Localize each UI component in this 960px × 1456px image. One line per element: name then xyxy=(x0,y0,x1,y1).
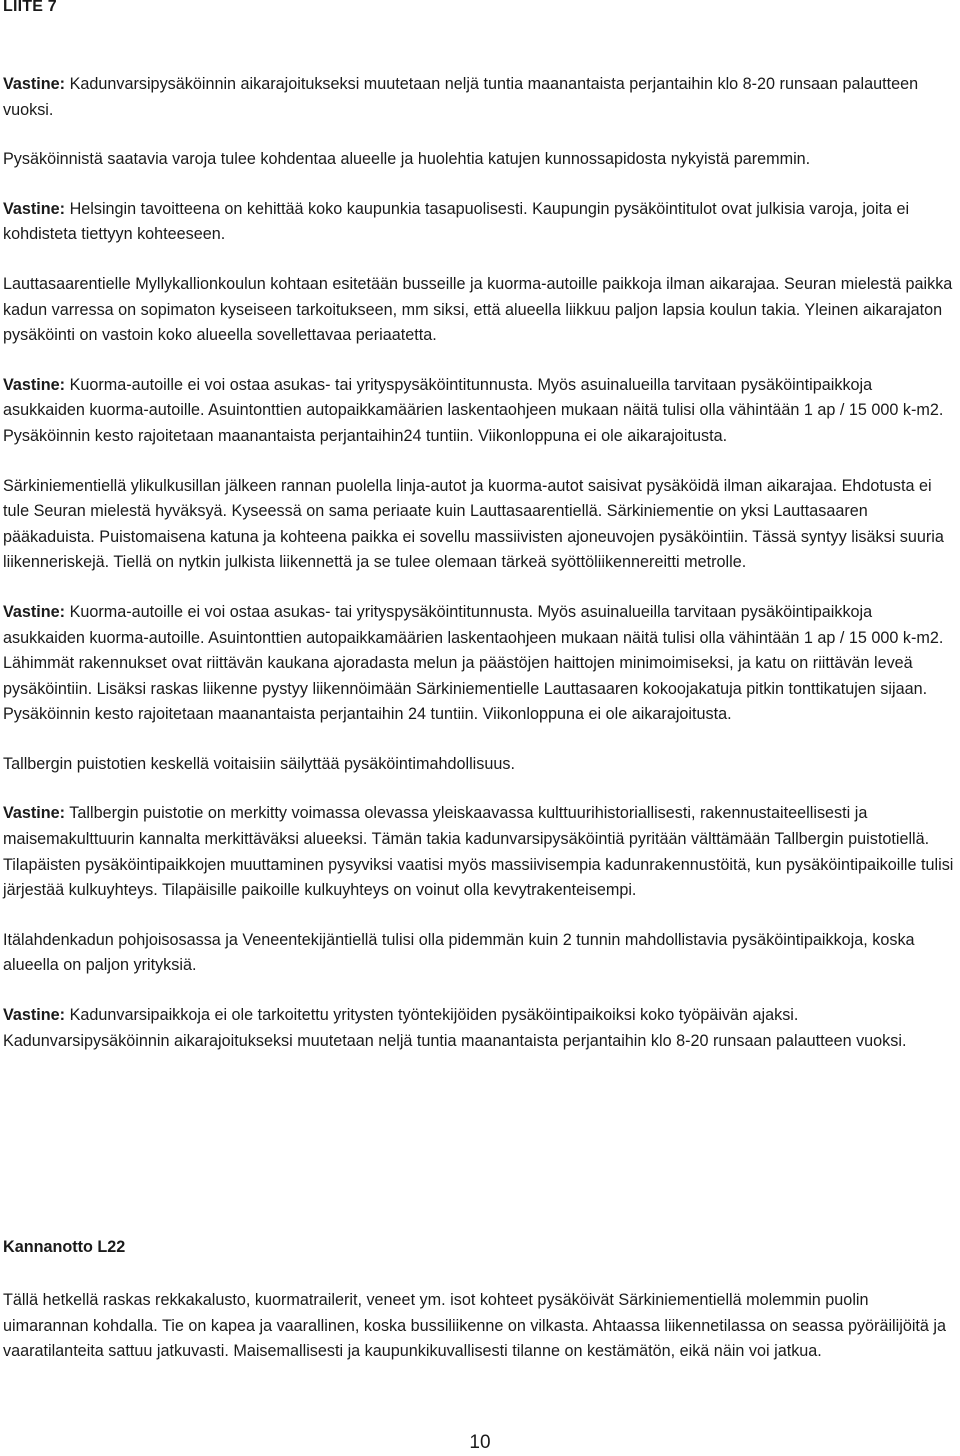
paragraph-text: Tallbergin puistotie on merkitty voimassa olevassa yleiskaavassa kulttuurihistoriallisesti, rakennustaiteellisesti ja maisemakulttuurin kannalta merkittäväksi alueeksi. Tämän takia kadunvarsipysäköintiä pyritään välttämään Tallbergin puistotiellä. Tilapäisten pysäköintipaikkojen muuttaminen pysyviksi vaatisi myös massiivisempia kadunrakennustöitä, kun pysäköintipaikoille tulisi järjestää kulkuyhteys. Tilapäisille paikoille kulkuyhteys on voinut olla kevytrakenteisempi. xyxy=(3,804,954,900)
paragraph-text: Kadunvarsipysäköinnin aikarajoitukseksi muutetaan neljä tuntia maanantaista perjantaihin klo 8-20 runsaan palautteen vuoksi. xyxy=(3,75,919,119)
vastine-label: Vastine: xyxy=(3,375,66,394)
paragraph-vastine-3 xyxy=(3,373,955,450)
paragraph-text: Pysäköinnistä saatavia varoja tulee kohdentaa alueelle ja huolehtia katujen kunnossapidosta nykyistä paremmin. xyxy=(3,150,811,169)
vastine-label: Vastine: xyxy=(3,199,66,218)
vastine-label: Vastine: xyxy=(3,75,66,93)
paragraph-comment-3 xyxy=(3,474,955,576)
paragraph-text: Kuorma-autoille ei voi ostaa asukas- tai yrityspysäköintitunnusta. Myös asuinalueilla tarvitaan pysäköintipaikkoja asukkaiden kuorma-autoille. Asuintonttien autopaikkamäärien laskentaohjeen mukaan näitä tulisi olla vähintään 1 ap / 15 000 k-m2. Pysäköinnin kesto rajoitetaan maanantaista perjantaihin24 tuntiin. Viikonloppuna ei ole aikarajoitusta. xyxy=(3,375,944,445)
paragraph-comment-4 xyxy=(3,752,955,778)
paragraph-text: Itälahdenkadun pohjoisosassa ja Veneentekijäntiellä tulisi olla pidemmän kuin 2 tunnin mahdollistavia pysäköintipaikkoja, koska alueella on paljon yrityksiä. xyxy=(3,930,915,975)
page-header: LIITE 7 xyxy=(3,0,57,15)
section-paragraph: Tällä hetkellä raskas rekkakalusto, kuormatrailerit, veneet ym. isot kohteet pysäköivät Särkiniementiellä molemmin puolin uimarannan kohdalla. Tie on kapea ja vaarallinen, koska bussiliikenne on vilkasta. Ahtaassa liikennetilassa on seassa pyöräilijöitä ja vaaratilanteita sattuu jatkuvasti. Maisemallisesti ja kaupunkikuvallisesti tilanne on kestämätön, eikä näin voi jatkua. xyxy=(3,1291,947,1361)
paragraph-comment-1 xyxy=(3,147,955,173)
paragraph-text: Kadunvarsipaikkoja ei ole tarkoitettu yritysten työntekijöiden pysäköintipaikoiksi koko työpäivän ajaksi. Kadunvarsipysäköinnin aikarajoitukseksi muutetaan neljä tuntia maanantaista perjantaihin klo 8-20 runsaan palautteen vuoksi. xyxy=(3,1006,907,1050)
document-body xyxy=(3,72,955,1078)
paragraph-comment-2 xyxy=(3,272,955,349)
paragraph-text: Helsingin tavoitteena on kehittää koko kaupunkia tasapuolisesti. Kaupungin pysäköintitulot ovat julkisia varoja, joita ei kohdisteta tiettyyn kohteeseen. xyxy=(3,199,910,244)
paragraph-vastine-4 xyxy=(3,600,955,728)
page-number: 10 xyxy=(469,1432,491,1453)
vastine-label: Vastine: xyxy=(3,602,66,621)
paragraph-vastine-6 xyxy=(3,1003,955,1054)
section-heading: Kannanotto L22 xyxy=(3,1238,126,1256)
paragraph-text: Kuorma-autoille ei voi ostaa asukas- tai yrityspysäköintitunnusta. Myös asuinalueilla tarvitaan pysäköintipaikkoja asukkaiden kuorma-autoille. Asuintonttien autopaikkamäärien laskentaohjeen mukaan näitä tulisi olla vähintään 1 ap / 15 000 k-m2. Lähimmät rakennukset ovat riittävän kaukana ajoradasta melun ja päästöjen haittojen minimoimiseksi, ja katu on riittävän leveä pysäköintiin. Lisäksi raskas liikenne pystyy liikennöimään Särkiniementielle Lauttasaaren kokoojakatuja pitkin tonttikatujen sijaan. Pysäköinnin kesto rajoitetaan maanantaista perjantaihin 24 tuntiin. Viikonloppuna ei ole aikarajoitusta. xyxy=(3,602,944,724)
vastine-label: Vastine: xyxy=(3,804,66,823)
vastine-label: Vastine: xyxy=(3,1006,66,1025)
paragraph-text: Lauttasaarentielle Myllykallionkoulun kohtaan esitetään busseille ja kuorma-autoille paikkoja ilman aikarajaa. Seuran mielestä paikka kadun varressa on sopimaton kyseiseen tarkoitukseen, mm siksi, että alueella liikkuu paljon lapsia koulun takia. Yleinen aikarajaton pysäköinti on vastoin koko alueella sovellettavaa periaatetta. xyxy=(3,274,953,345)
paragraph-text: Särkiniementiellä ylikulkusillan jälkeen rannan puolella linja-autot ja kuorma-autot saisivat pysäköidä ilman aikarajaa. Ehdotusta ei tule Seuran mielestä hyväksyä. Kyseessä on sama periaate kuin Lauttasaarentiellä. Särkiniementie on yksi Lauttasaaren pääkaduista. Puistomaisena katuna ja kohteena paikka ei sovellu massiivisten ajoneuvojen pysäköintiin. Tässä syntyy lisäksi suuria liikenneriskejä. Tiellä on nytkin julkista liikennettä ja se tulee olemaan tärkeä syöttöliikennereitti metrolle. xyxy=(3,476,944,572)
paragraph-comment-5 xyxy=(3,928,955,979)
paragraph-text: Tallbergin puistotien keskellä voitaisiin säilyttää pysäköintimahdollisuus. xyxy=(3,754,515,773)
paragraph-vastine-5 xyxy=(3,801,955,903)
paragraph-vastine-2 xyxy=(3,197,955,248)
paragraph-vastine-1 xyxy=(3,72,955,123)
